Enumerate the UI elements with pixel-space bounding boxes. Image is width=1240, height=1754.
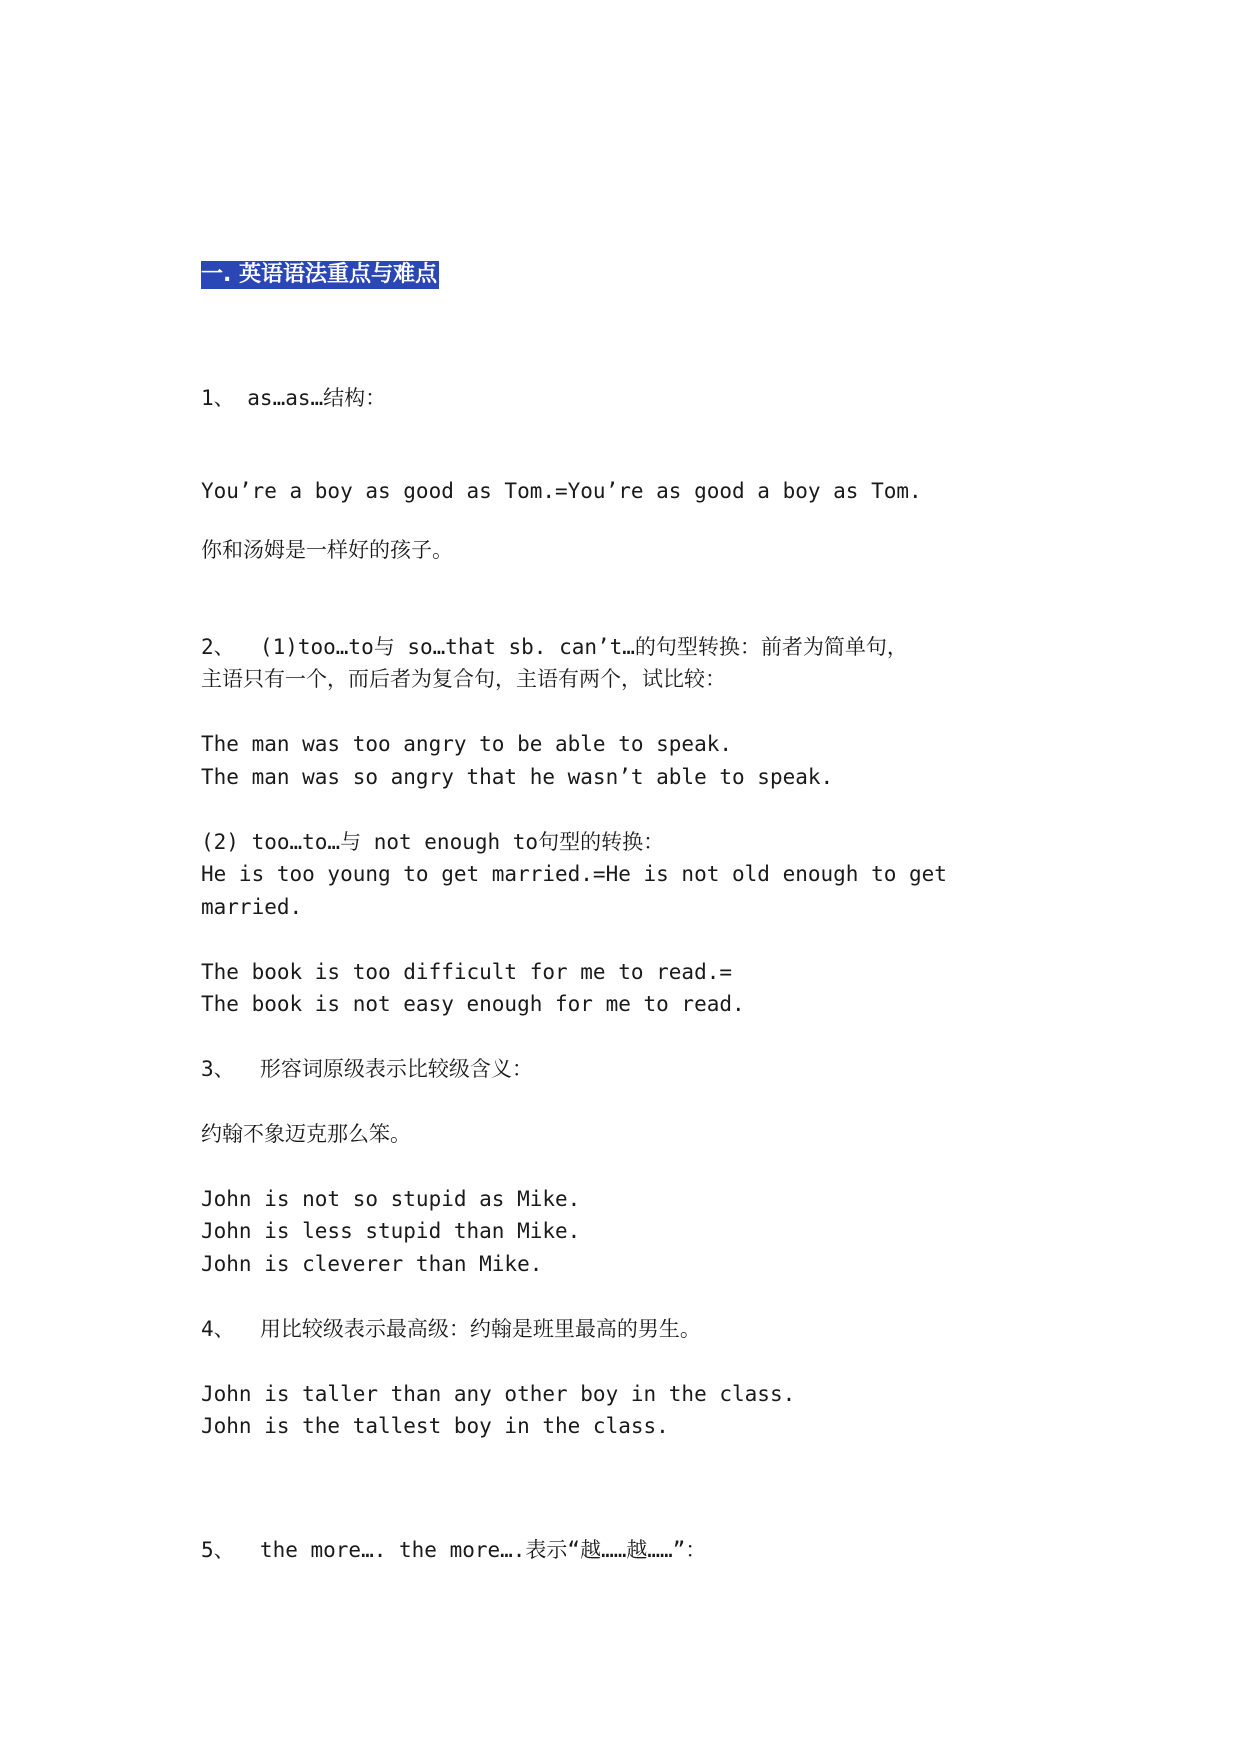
item-5-title: 5、 the more…. the more….表示“越……越……”：	[201, 1538, 707, 1562]
example-line: He is too young to get married.=He is not old enough to get	[201, 862, 947, 886]
item-4-title: 4、 用比较级表示最高级：约翰是班里最高的男生。	[201, 1317, 701, 1341]
example-line: John is taller than any other boy in the class.	[201, 1382, 796, 1406]
example-line: The book is not easy enough for me to read.	[201, 992, 745, 1016]
example-line: You’re a boy as good as Tom.=You’re as good a boy as Tom.	[201, 479, 922, 503]
item-2-title-cont: 主语只有一个，而后者为复合句，主语有两个，试比较：	[201, 667, 726, 691]
example-line: John is the tallest boy in the class.	[201, 1414, 669, 1438]
section-heading: 一. 英语语法重点与难点	[201, 262, 438, 287]
example-line: The man was too angry to be able to speak.	[201, 732, 733, 756]
translation-line: 你和汤姆是一样好的孩子。	[201, 538, 453, 562]
item-2-title: 2、 (1)too…to与 so…that sb. can’t…的句型转换：前者为简单句，	[201, 635, 908, 659]
example-line: John is not so stupid as Mike.	[201, 1187, 581, 1211]
translation-line: 约翰不象迈克那么笨。	[201, 1122, 411, 1146]
item-3-title: 3、 形容词原级表示比较级含义：	[201, 1057, 533, 1081]
example-line: John is cleverer than Mike.	[201, 1252, 543, 1276]
item-2-sub-title: (2) too…to…与 not enough to句型的转换：	[201, 830, 665, 854]
example-line: The book is too difficult for me to read.=	[201, 960, 733, 984]
example-line: John is less stupid than Mike.	[201, 1219, 581, 1243]
example-line: The man was so angry that he wasn’t able to speak.	[201, 765, 834, 789]
item-1-title: 1、 as…as…结构：	[201, 386, 387, 410]
example-line-cont: married.	[201, 895, 303, 919]
